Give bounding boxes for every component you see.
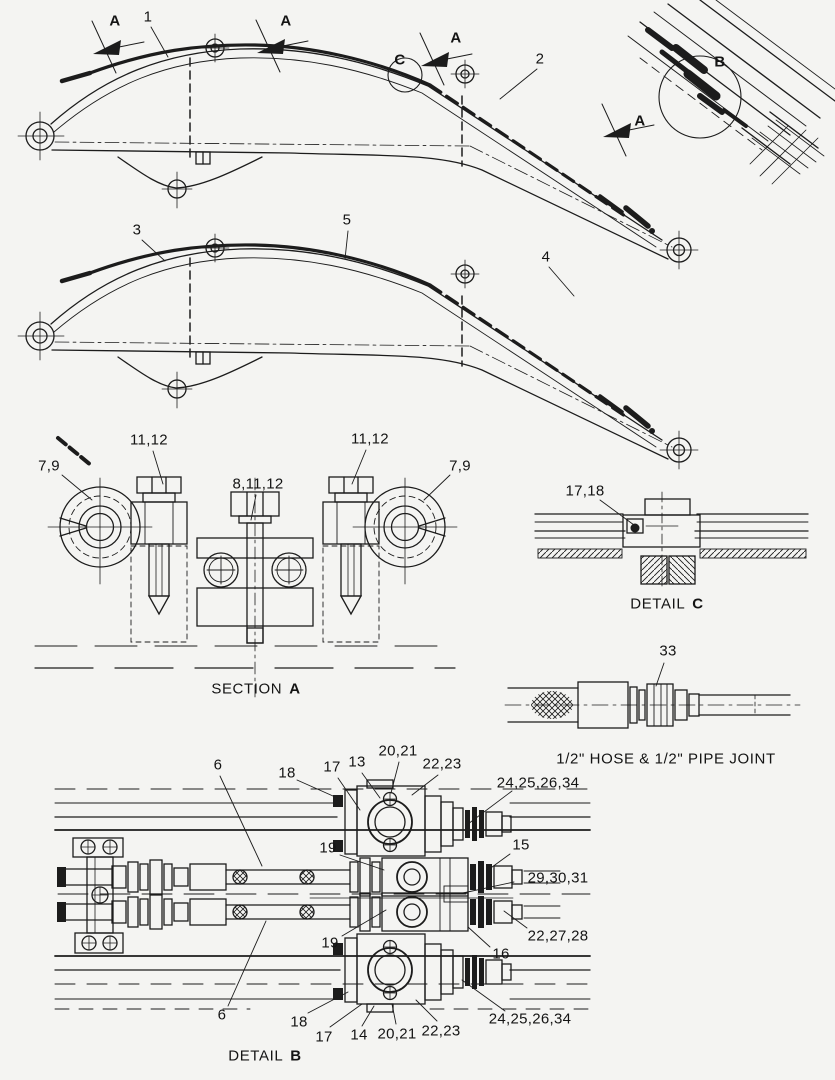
bottom-valve [333,934,511,1012]
callout-7-9-right: 7,9 [449,457,471,475]
top-valve [333,780,511,856]
section-arrow-a3 [420,33,472,85]
callout-11-12-left: 11,12 [130,431,168,449]
callout-19-top: 19 [319,839,337,857]
section-marker-a4: A [634,112,646,130]
hose-joint-view [505,682,800,728]
callout-22-23-top: 22,23 [422,755,462,773]
detail-b-caption [228,1048,301,1065]
callout-13: 13 [348,753,366,771]
detail-marker-b: B [714,53,726,71]
callout-20-21-top: 20,21 [378,742,418,760]
callout-19-bottom: 19 [321,934,339,952]
detail-c-caption [630,596,703,613]
section-marker-a3: A [450,29,462,47]
callout-24-25-26-34-bottom: 24,25,26,34 [488,1010,572,1028]
caption-letter: A [289,680,301,698]
caption-letter: C [692,595,704,613]
callout-6-top: 6 [213,756,223,774]
callout-18-bottom: 18 [290,1013,308,1031]
boom-tip-view [628,0,835,184]
callout-2: 2 [535,50,545,68]
lower-hose [57,886,560,931]
upper-hose [57,858,560,896]
caption-letter: B [290,1047,302,1065]
callout-4: 4 [541,248,551,266]
callout-1: 1 [143,8,153,26]
section-marker-a2: A [280,12,292,30]
callout-24-25-26-34-top: 24,25,26,34 [496,774,580,792]
crosshatch-plate [750,120,824,184]
section-a-caption [211,681,300,698]
upper-boom-view [18,20,698,269]
callout-8-11-12: 8,11,12 [232,475,284,493]
callout-17-top: 17 [323,758,341,776]
callout-14: 14 [350,1026,368,1044]
callout-15: 15 [512,836,530,854]
section-arrow-a4 [602,104,654,156]
callout-5: 5 [342,211,352,229]
detail-marker-c: C [394,51,406,69]
callout-20-21-bottom: 20,21 [377,1025,417,1043]
section-marker-a1: A [109,12,121,30]
caption-prefix: DETAIL [630,595,686,613]
caption-prefix: SECTION [211,680,283,698]
section-a-view [35,477,457,700]
hose-joint-caption [556,751,775,768]
callout-22-27-28: 22,27,28 [527,927,589,945]
caption-prefix: DETAIL [228,1047,284,1065]
callout-6-bottom: 6 [217,1006,227,1024]
detail-b-view [55,780,590,1012]
detail-c-view [535,492,808,588]
callout-22-23-bottom: 22,23 [421,1022,461,1040]
callout-17-18: 17,18 [565,482,605,500]
callout-17-bottom: 17 [315,1028,333,1046]
callout-29-30-31: 29,30,31 [527,869,589,887]
callout-33: 33 [659,642,677,660]
callout-18-top: 18 [278,764,296,782]
callout-11-12-right: 11,12 [351,430,389,448]
caption-text: 1/2" HOSE & 1/2" PIPE JOINT [556,750,776,768]
callout-3: 3 [132,221,142,239]
callout-16: 16 [492,945,510,963]
callout-7-9-left: 7,9 [38,457,60,475]
